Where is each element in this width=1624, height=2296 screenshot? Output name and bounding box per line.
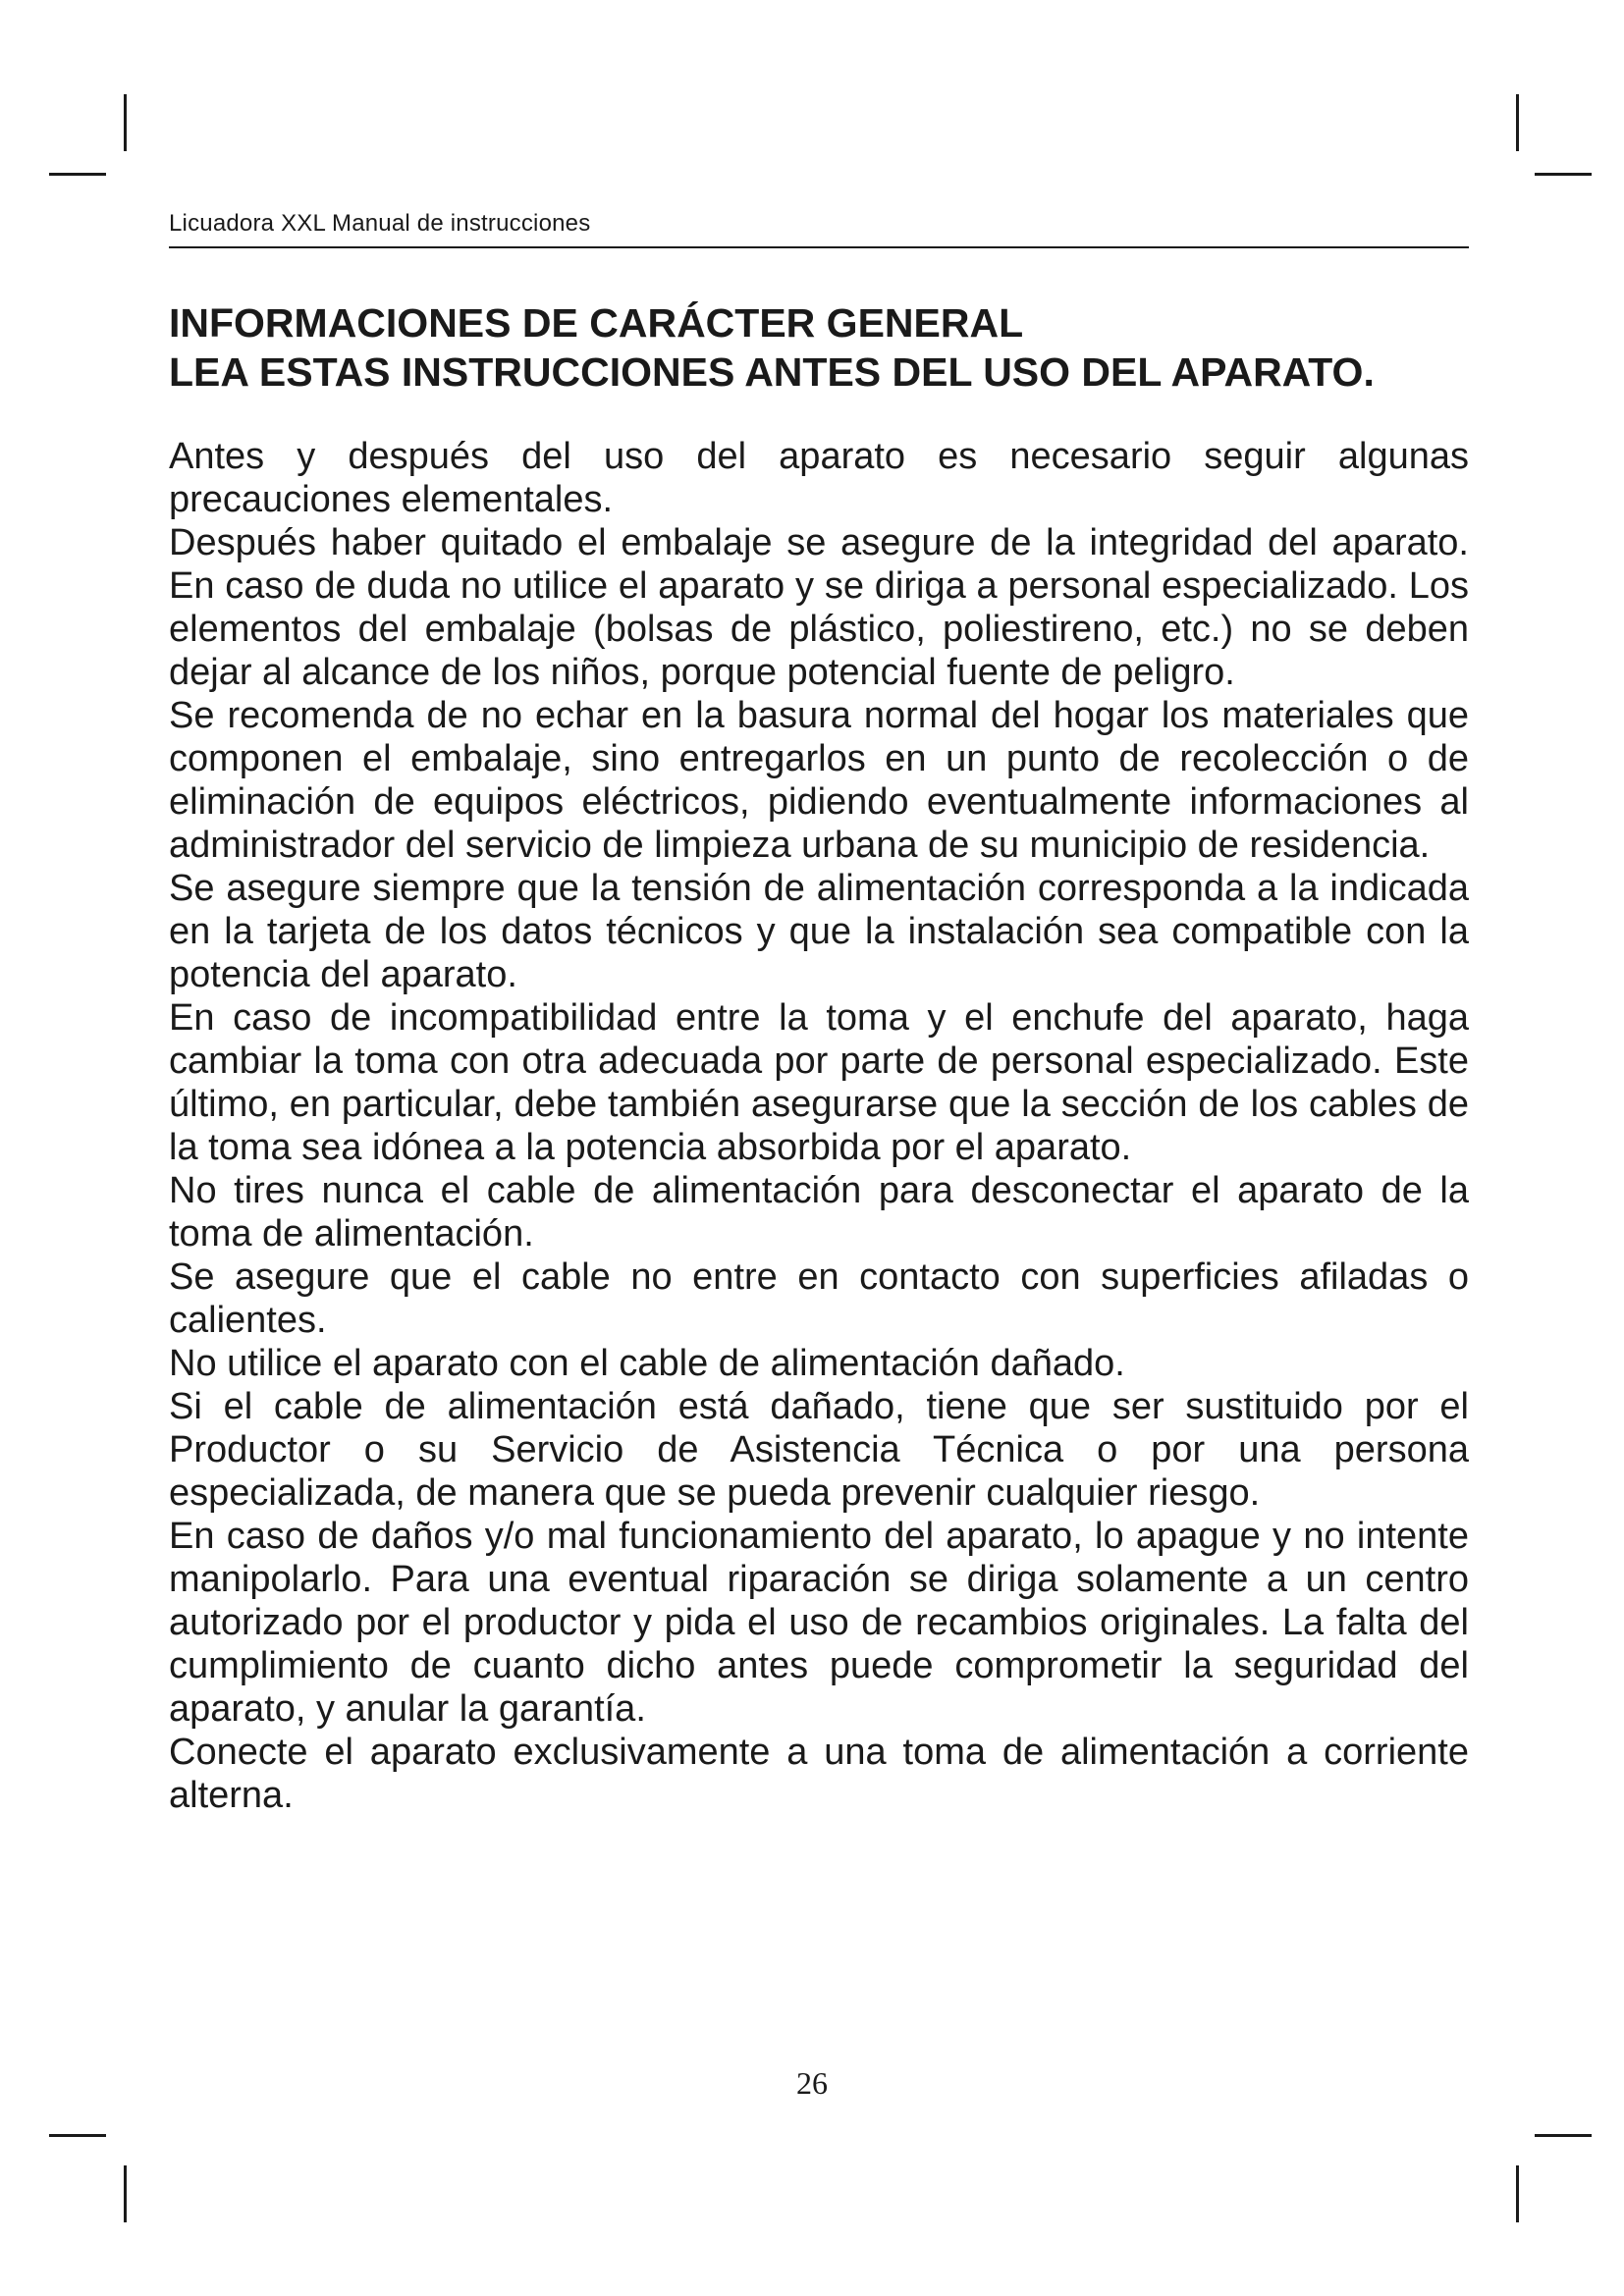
crop-mark-top-left-vertical [124,94,127,151]
crop-mark-bottom-right-horizontal [1535,2134,1592,2137]
page-number: 26 [796,2065,828,2101]
crop-mark-top-right-vertical [1516,94,1519,151]
paragraph: Después haber quitado el embalaje se asegure de la integridad del aparato. En caso de duda no utilice el aparato y se diriga a personal especializado. Los elementos del embalaje (bolsas de plástico, poliestireno, etc.) no se deben dejar al alcance de los niños, porque potencial fuente de peligro. [169,522,1469,693]
header-rule [169,246,1469,248]
paragraph: No tires nunca el cable de alimentación para desconectar el aparato de la toma de alimentación. [169,1170,1469,1255]
paragraph: Se recomenda de no echar en la basura normal del hogar los materiales que componen el embalaje, sino entregarlos en un punto de recolección o de eliminación de equipos eléctricos, pidiendo eventualmente informaciones al administrador del servicio de limpieza urbana de su municipio de residencia. [169,695,1469,866]
section-title [169,298,1475,397]
crop-mark-bottom-left-horizontal [49,2134,106,2137]
paragraph: No utilice el aparato con el cable de alimentación dañado. [169,1343,1125,1384]
body-text [169,435,1469,1817]
paragraph: Conecte el aparato exclusivamente a una toma de alimentación a corriente alterna. [169,1732,1469,1816]
paragraph: Si el cable de alimentación está dañado, tiene que ser sustituido por el Productor o su Servicio de Asistencia Técnica o por una persona especializada, de manera que se pueda prevenir cualquier riesgo. [169,1386,1469,1514]
crop-mark-top-left-horizontal [49,173,106,176]
section-title-line-2: LEA ESTAS INSTRUCCIONES ANTES DEL USO DEL APARATO. [169,349,1375,395]
paragraph: En caso de daños y/o mal funcionamiento del aparato, lo apague y no intente manipolarlo. Para una eventual riparación se diriga solamente a un centro autorizado por el productor y pida el uso de recambios originales. La falta del cumplimiento de cuanto dicho antes puede comprometir la seguridad del aparato, y anular la garantía. [169,1516,1469,1730]
crop-mark-bottom-right-vertical [1516,2165,1519,2222]
paragraph: Se asegure siempre que la tensión de alimentación corresponda a la indicada en la tarjeta de los datos técnicos y que la instalación sea compatible con la potencia del aparato. [169,868,1469,995]
running-header: Licuadora XXL Manual de instrucciones [169,210,591,237]
crop-mark-top-right-horizontal [1535,173,1592,176]
paragraph: Antes y después del uso del aparato es necesario seguir algunas precauciones elementales. [169,436,1469,520]
crop-mark-bottom-left-vertical [124,2165,127,2222]
section-title-line-1: INFORMACIONES DE CARÁCTER GENERAL [169,300,1024,346]
paragraph: Se asegure que el cable no entre en contacto con superficies afiladas o calientes. [169,1256,1469,1341]
paragraph: En caso de incompatibilidad entre la toma y el enchufe del aparato, haga cambiar la toma con otra adecuada por parte de personal especializado. Este último, en particular, debe también asegurarse que la sección de los cables de la toma sea idónea a la potencia absorbida por el aparato. [169,997,1469,1168]
